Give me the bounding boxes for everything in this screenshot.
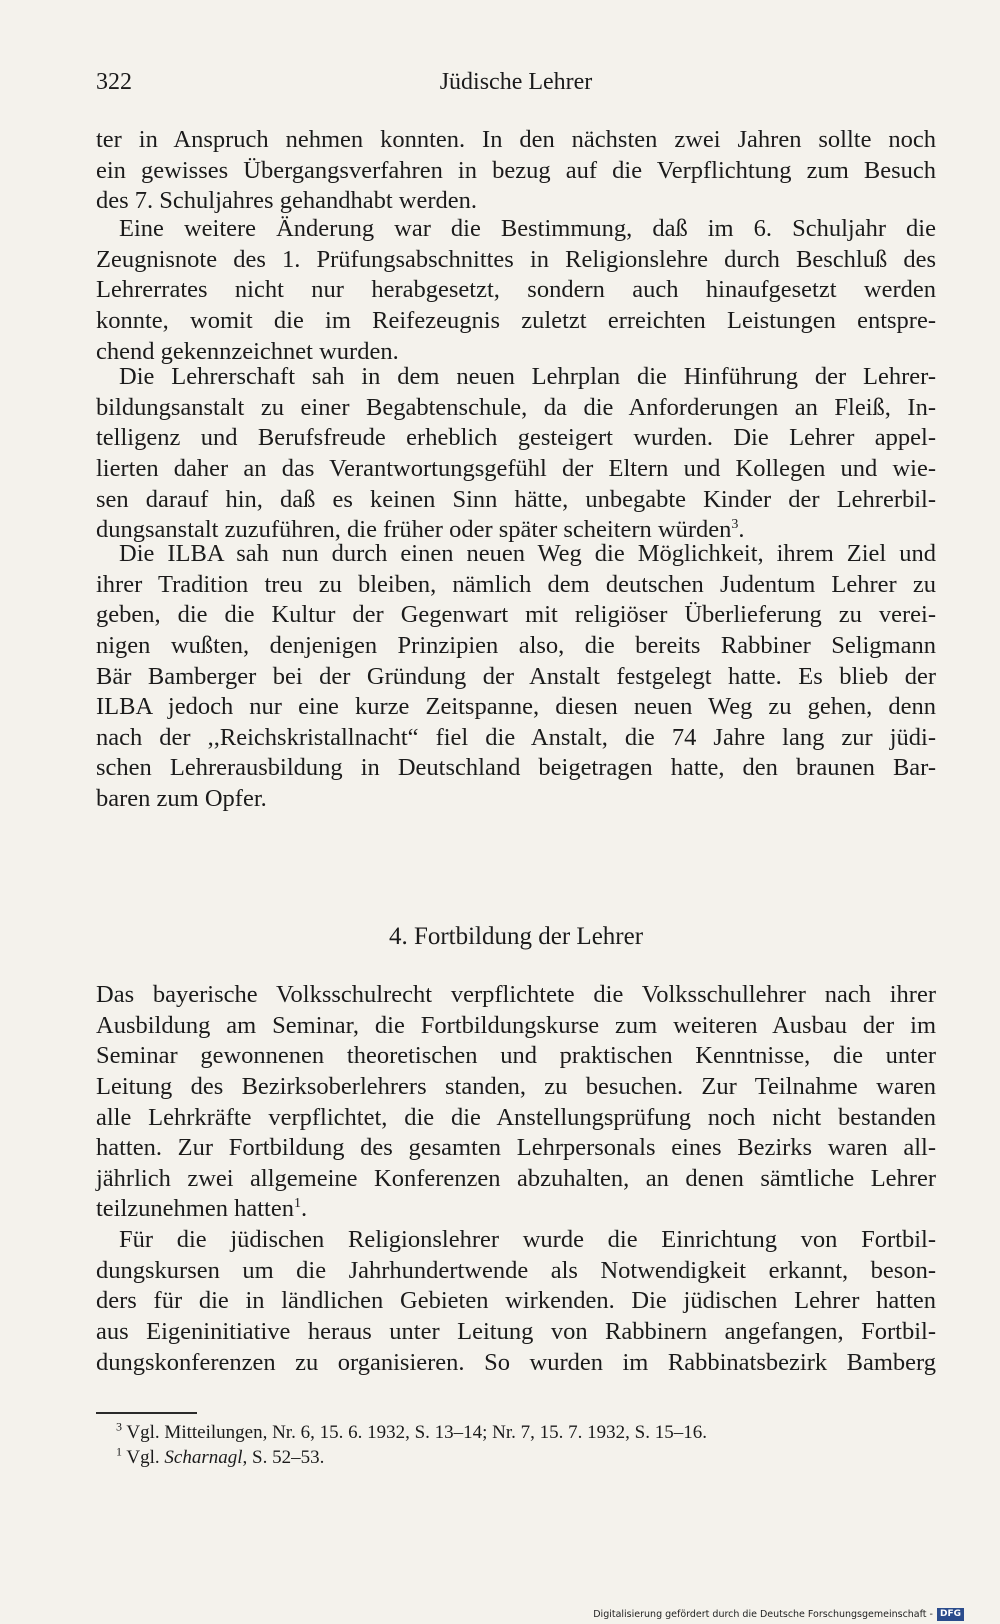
paragraph [96, 125, 936, 217]
text-line: Seminar gewonnenen theoretischen und praktischen Kenntnisse, die unter [96, 1042, 936, 1070]
paragraph [96, 214, 936, 367]
page-header [96, 62, 936, 102]
footnote-mark: 1 [116, 1444, 122, 1459]
text-line: alle Lehrkräfte verpflichtet, die die Anstellungsprüfung noch nicht bestanden [96, 1103, 936, 1131]
footnote [116, 1446, 936, 1470]
text-line: lierten daher an das Verantwortungsgefühl der Eltern und Kollegen und wie- [96, 454, 936, 482]
footnote-ref[interactable]: 3 [731, 517, 739, 533]
text-line: Ausbildung am Seminar, die Fortbildungskurse zum weiteren Ausbau der im [96, 1011, 936, 1039]
author-name: Scharnagl [164, 1447, 243, 1468]
text-line: Die ILBA sah nun durch einen neuen Weg die Möglichkeit, ihrem Ziel und [119, 540, 936, 567]
text-line: aus Eigeninitiative heraus unter Leitung von Rabbinern angefangen, Fortbil- [96, 1317, 936, 1345]
footnote-divider [96, 1412, 197, 1414]
footnote-text-part: , S. 52–53. [242, 1447, 325, 1468]
text-line: dungsanstalt zuzuführen, die früher oder später scheitern würden$^3$. [96, 516, 745, 544]
text-line: Das bayerische Volksschulrecht verpflichtete die Volksschullehrer nach ihrer [96, 981, 936, 1008]
text-line: ihrer Tradition treu zu bleiben, nämlich dem deutschen Judentum Lehrer zu [96, 570, 936, 598]
text-line: Eine weitere Änderung war die Bestimmung, daß im 6. Schuljahr die [119, 215, 936, 242]
text-line: Leitung des Bezirksoberlehrers standen, zu besuchen. Zur Teilnahme waren [96, 1072, 936, 1100]
text-line: konnte, womit die im Reifezeugnis zuletzt erreichten Leistungen entspre- [96, 306, 936, 334]
page-number: 322 [96, 69, 132, 95]
text-line: baren zum Opfer. [96, 785, 267, 813]
text-line: ein gewisses Übergangsverfahren in bezug auf die Verpflichtung zum Besuch [96, 156, 936, 184]
credit-text: Digitalisierung gefördert durch die Deutsche Forschungsgemeinschaft - [593, 1609, 933, 1620]
text-line: ders für die in ländlichen Gebieten wirkenden. Die jüdischen Lehrer hatten [96, 1287, 936, 1315]
text-line: bildungsanstalt zu einer Begabtenschule, da die Anforderungen an Fleiß, In- [96, 393, 936, 421]
footnote-mark: 3 [116, 1419, 122, 1434]
text-line: Lehrerrates nicht nur herabgesetzt, sondern auch hinaufgesetzt werden [96, 276, 936, 304]
text-line: nach der ,,Reichskristallnacht“ fiel die Anstalt, die 74 Jahre lang zur jüdi- [96, 723, 936, 751]
paragraph [96, 980, 936, 1225]
text-line: ILBA jedoch nur eine kurze Zeitspanne, diesen neuen Weg zu gehen, denn [96, 693, 936, 721]
text-line: schen Lehrerausbildung in Deutschland beigetragen hatte, den braunen Bar- [96, 754, 936, 782]
footnote [116, 1421, 936, 1445]
line-text: teilzunehmen hatten [96, 1195, 294, 1223]
text-line: sen darauf hin, daß es keinen Sinn hätte, unbegabte Kinder der Lehrerbil- [96, 485, 936, 513]
text-line: dungskursen um die Jahrhundertwende als Notwendigkeit erkannt, beson- [96, 1256, 936, 1284]
text-line: hatten. Zur Fortbildung des gesamten Lehrpersonals eines Bezirks waren all- [96, 1134, 936, 1162]
text-line: Die Lehrerschaft sah in dem neuen Lehrplan die Hinführung der Lehrer- [119, 363, 936, 390]
text-line: dungskonferenzen zu organisieren. So wurden im Rabbinatsbezirk Bamberg [96, 1348, 936, 1376]
dfg-logo: DFG [937, 1608, 964, 1621]
text-line: ter in Anspruch nehmen konnten. In den nächsten zwei Jahren sollte noch [96, 126, 936, 153]
text-line: Für die jüdischen Religionslehrer wurde die Einrichtung von Fortbil- [119, 1226, 936, 1253]
line-text: dungsanstalt zuzuführen, die früher oder später scheitern würden [96, 516, 732, 544]
footnote-ref[interactable]: 1 [293, 1196, 301, 1212]
text-line: chend gekennzeichnet wurden. [96, 337, 399, 365]
digitization-credit [593, 1608, 964, 1621]
text-line: telligenz und Berufsfreude erheblich gesteigert wurden. Die Lehrer appel- [96, 424, 936, 452]
section-heading: 4. Fortbildung der Lehrer [388, 923, 644, 950]
text-line: Zeugnisnote des 1. Prüfungsabschnittes in Religionslehre durch Beschluß des [96, 245, 936, 273]
footnote-text [126, 1447, 324, 1468]
paragraph [96, 362, 936, 546]
footnote-text-part: Vgl. [126, 1447, 165, 1468]
running-title: Jüdische Lehrer [439, 69, 593, 95]
text-line: geben, die die Kultur der Gegenwart mit religiöser Überlieferung zu verei- [96, 601, 936, 629]
text-line: des 7. Schuljahres gehandhabt werden. [96, 187, 477, 215]
paragraph [96, 1225, 936, 1378]
text-line: Bär Bamberger bei der Gründung der Anstalt festgelegt hatte. Es blieb der [96, 662, 936, 690]
text-line: jährlich zwei allgemeine Konferenzen abzuhalten, an denen sämtliche Lehrer [96, 1164, 936, 1192]
text-line: nigen wußten, denjenigen Prinzipien also, die bereits Rabbiner Seligmann [96, 631, 936, 659]
footnote-text: Vgl. Mitteilungen, Nr. 6, 15. 6. 1932, S. 13–14; Nr. 7, 15. 7. 1932, S. 15–16. [126, 1422, 707, 1443]
text-line: teilzunehmen hatten$^1$. [96, 1195, 308, 1223]
paragraph [96, 539, 936, 815]
